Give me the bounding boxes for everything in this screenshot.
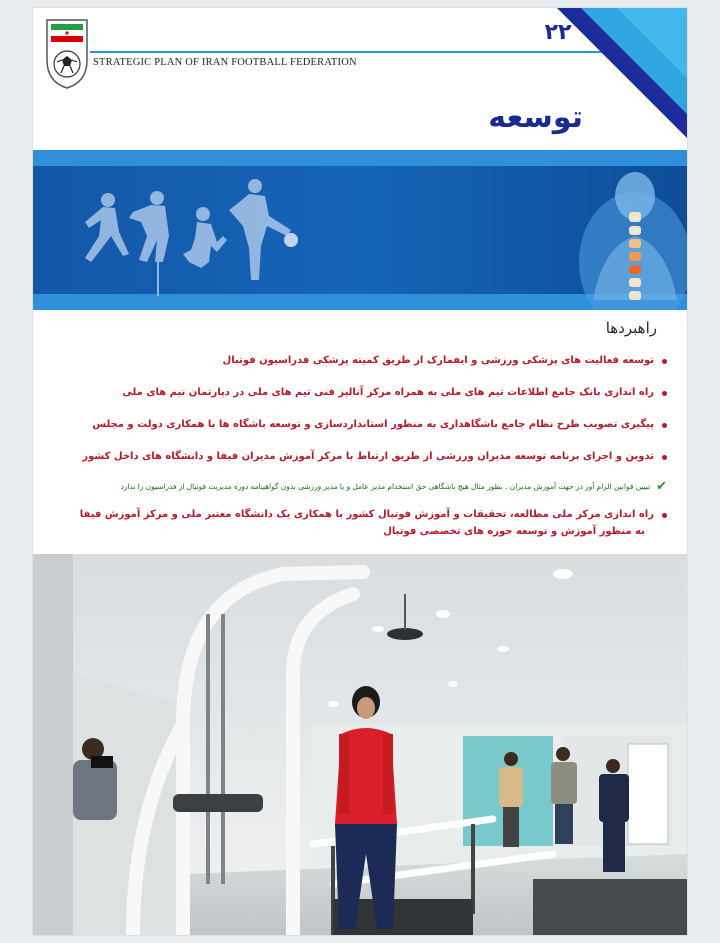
- bullet-icon: [662, 513, 667, 518]
- page-number: ۲۲: [544, 20, 572, 45]
- bullet-icon: [662, 359, 667, 364]
- list-item-text: توسعه فعالیت های پزشکی ورزشی و ایفمارک از طریق کمیته پزشکی فدراسیون فوتبال: [222, 355, 654, 366]
- list-item: [45, 386, 667, 400]
- checkmark-icon: ✔: [656, 479, 667, 494]
- list-item-text: تدوین و اجرای برنامه توسعه مدیران ورزشی از طریق ارتباط با مرکز آموزش مدیران فیفا و دانشگاه های داخل کشور: [82, 451, 654, 462]
- list-item: [45, 480, 667, 494]
- list-item: [45, 450, 667, 464]
- medical-banner: [33, 150, 687, 310]
- list-item-text: راه اندازی بانک جامع اطلاعات تیم های ملی به همراه مرکز آنالیز فنی تیم های ملی در دپارتمان تیم های ملی: [122, 387, 654, 398]
- section-title: توسعه: [488, 100, 583, 135]
- list-item: [45, 508, 667, 522]
- list-item: [45, 418, 667, 432]
- document-page: [33, 8, 687, 935]
- header-rule: [90, 51, 608, 53]
- list-item-text: تبیین قوانین الزام آور در جهت آموزش مدیران . بطور مثال هیچ باشگاهی حق استخدام مدیر عامل و یا مدیر ورزشی بدون گواهینامه دوره مدیریت فوتبال از فدراسیون را ندارد: [120, 482, 651, 491]
- bullet-icon: [662, 423, 667, 428]
- list-item-text: پیگیری تصویب طرح نظام جامع باشگاهداری به منظور استانداردسازی و توسعه باشگاه ها با همکاری دولت و مجلس: [92, 419, 654, 430]
- iran-football-federation-logo-icon: [45, 16, 89, 90]
- list-item-text: راه اندازی مرکز ملی مطالعه، تحقیقات و آموزش فوتبال کشور با همکاری یک دانشگاه معتبر ملی و مرکز آموزش فیفا: [79, 509, 654, 520]
- list-item: [45, 354, 667, 368]
- strategies-list: [45, 348, 667, 537]
- header-title: STRATEGIC PLAN OF IRAN FOOTBALL FEDERATION: [93, 57, 357, 68]
- list-item-continuation: به منظور آموزش و توسعه حوزه های تخصصی فوتبال: [383, 526, 645, 537]
- rehabilitation-gym-photo-icon: [33, 554, 687, 935]
- strategies-heading: راهبردها: [605, 319, 657, 337]
- bullet-icon: [662, 391, 667, 396]
- bullet-icon: [662, 455, 667, 460]
